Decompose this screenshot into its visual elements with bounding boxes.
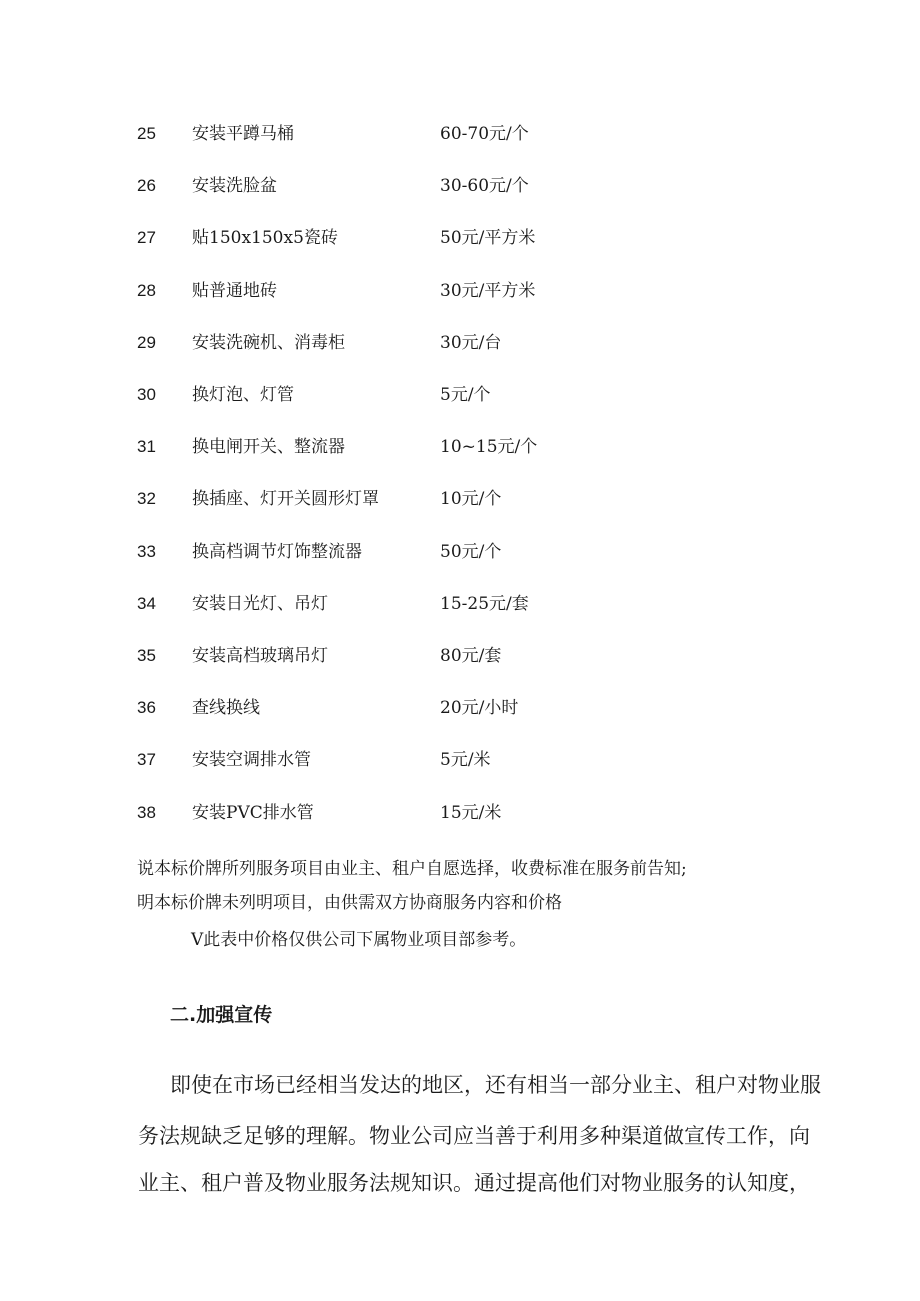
paragraph-line-3: 业主、租户普及物业服务法规知识。通过提高他们对物业服务的认知度， (138, 1171, 810, 1195)
service-price: 10元/个 (440, 489, 502, 510)
service-item: 贴150x150x5瓷砖 (192, 228, 338, 249)
service-item: 查线换线 (192, 698, 260, 719)
row-number: 38 (137, 802, 156, 822)
service-item: 安装日光灯、吊灯 (192, 593, 328, 614)
row-number: 31 (137, 437, 156, 457)
table-row (0, 119, 920, 149)
table-row (0, 484, 920, 514)
note-line-1: 说本标价牌所列服务项目由业主、租户自愿选择，收费标准在服务前告知; (137, 859, 687, 879)
service-price: 50元/平方米 (440, 228, 536, 249)
service-price: 5元/个 (440, 385, 491, 405)
service-item: 安装高档玻璃吊灯 (192, 646, 328, 666)
row-number: 32 (137, 489, 156, 509)
service-price: 20元/小时 (440, 698, 519, 719)
table-row (0, 223, 920, 253)
row-number: 28 (137, 280, 156, 300)
table-row (0, 745, 920, 775)
service-item: 换灯泡、灯管 (192, 385, 294, 405)
row-number: 34 (137, 593, 156, 613)
service-item: 换电闸开关、整流器 (192, 437, 345, 458)
service-item: 安装平蹲马桶 (192, 124, 294, 144)
section-heading: 二.加强宣传 (170, 1004, 273, 1026)
service-item: 换高档调节灯饰整流器 (192, 541, 362, 562)
table-row (0, 276, 920, 306)
table-row (0, 171, 920, 201)
service-price: 30元/平方米 (440, 280, 536, 301)
paragraph-line-1: 即使在市场已经相当发达的地区，还有相当一部分业主、租户对物业服 (170, 1073, 821, 1097)
service-price: 15-25元/套 (440, 593, 529, 614)
table-row (0, 380, 920, 410)
service-item: 安装空调排水管 (192, 750, 311, 771)
paragraph-line-2: 务法规缺乏足够的理解。物业公司应当善于利用多种渠道做宣传工作，向 (138, 1124, 810, 1148)
service-price: 30元/台 (440, 332, 502, 353)
row-number: 33 (137, 541, 156, 561)
service-price: 10~15元/个 (440, 437, 538, 458)
row-number: 36 (137, 698, 156, 718)
table-row (0, 641, 920, 671)
table-row (0, 798, 920, 828)
service-item: 安装洗碗机、消毒柜 (192, 332, 345, 353)
service-price: 80元/套 (440, 646, 502, 666)
service-item: 换插座、灯开关圆形灯罩 (192, 489, 379, 510)
table-row (0, 432, 920, 462)
note-line-3: V此表中价格仅供公司下属物业项目部参考。 (191, 930, 527, 950)
service-item: 安装PVC排水管 (192, 802, 314, 823)
row-number: 25 (137, 124, 156, 143)
service-price: 15元/米 (440, 802, 502, 823)
row-number: 30 (137, 385, 156, 404)
table-row (0, 328, 920, 358)
row-number: 27 (137, 228, 156, 248)
row-number: 37 (137, 750, 156, 770)
service-price: 5元/米 (440, 750, 491, 771)
service-price: 60-70元/个 (440, 124, 529, 144)
service-price: 30-60元/个 (440, 176, 529, 197)
row-number: 35 (137, 646, 156, 665)
note-line-2: 明本标价牌未列明项目，由供需双方协商服务内容和价格 (137, 893, 562, 913)
service-item: 贴普通地砖 (192, 280, 277, 301)
table-row (0, 693, 920, 723)
table-row (0, 537, 920, 567)
row-number: 29 (137, 332, 156, 352)
table-row (0, 589, 920, 619)
service-item: 安装洗脸盆 (192, 176, 277, 197)
row-number: 26 (137, 176, 156, 196)
service-price: 50元/个 (440, 541, 502, 562)
